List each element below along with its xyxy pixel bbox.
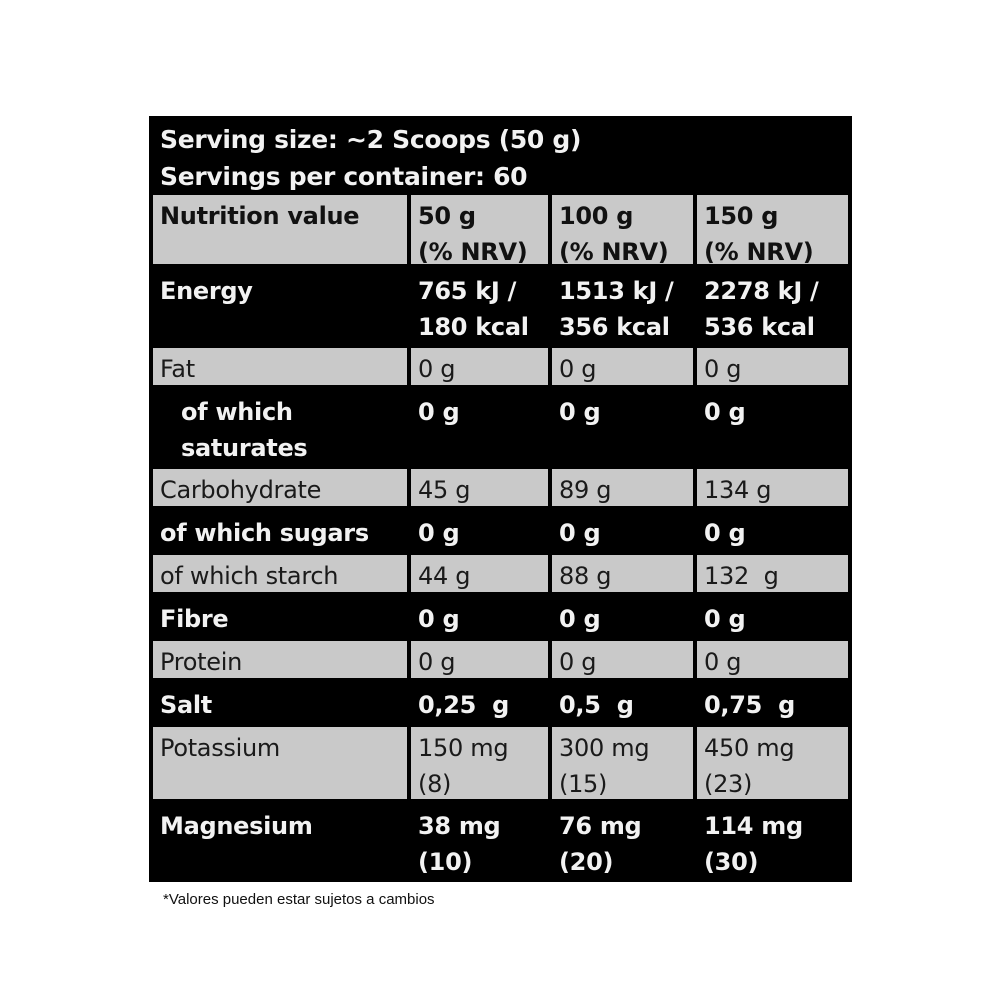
value-100g: 89 g [552, 469, 693, 506]
value-50g: 765 kJ / 180 kcal [411, 270, 548, 342]
value-150g: 0 g [697, 391, 848, 463]
value-100g: 0 g [552, 391, 693, 463]
value-50g: 150 mg (8) [411, 727, 548, 799]
row-label: of which starch [153, 555, 407, 592]
row-label: Fat [153, 348, 407, 385]
row-label: Magnesium [153, 805, 407, 877]
value-50g: 0 g [411, 598, 548, 635]
value-100g: 0,5 g [552, 684, 693, 721]
value-50g: 0 g [411, 391, 548, 463]
nutrition-facts-panel [149, 116, 852, 882]
table-row-protein [149, 638, 852, 681]
row-label: Salt [153, 684, 407, 721]
value-100g: 0 g [552, 512, 693, 549]
value-100g: 0 g [552, 348, 693, 385]
value-100g: 1513 kJ / 356 kcal [552, 270, 693, 342]
value-100g: 0 g [552, 641, 693, 678]
value-50g: 44 g [411, 555, 548, 592]
value-150g: 450 mg (23) [697, 727, 848, 799]
value-150g: 0 g [697, 598, 848, 635]
table-row-salt [149, 681, 852, 724]
table-row-starch [149, 552, 852, 595]
footnote: *Valores pueden estar sujetos a cambios [163, 891, 435, 908]
value-150g: 114 mg (30) [697, 805, 848, 877]
value-150g: 2278 kJ / 536 kcal [697, 270, 848, 342]
table-row-potassium [149, 724, 852, 802]
table-row-magnesium [149, 802, 852, 880]
value-50g: 45 g [411, 469, 548, 506]
value-150g: 0 g [697, 641, 848, 678]
value-150g: 134 g [697, 469, 848, 506]
row-label: Carbohydrate [153, 469, 407, 506]
servings-per-container: Servings per container: 60 [160, 162, 528, 191]
serving-size: Serving size: ~2 Scoops (50 g) [160, 125, 582, 154]
value-100g: 300 mg (15) [552, 727, 693, 799]
header-100g: 100 g (% NRV) [552, 195, 693, 264]
value-150g: 0 g [697, 512, 848, 549]
table-header-row [149, 192, 852, 267]
row-label: Protein [153, 641, 407, 678]
value-50g: 38 mg (10) [411, 805, 548, 877]
value-50g: 0 g [411, 348, 548, 385]
row-label: of which sugars [153, 512, 407, 549]
header-nutrition-value: Nutrition value [153, 195, 407, 264]
table-row-saturates [149, 388, 852, 466]
table-row-sugars [149, 509, 852, 552]
value-50g: 0,25 g [411, 684, 548, 721]
value-100g: 88 g [552, 555, 693, 592]
row-label: Fibre [153, 598, 407, 635]
table-row-carbohydrate [149, 466, 852, 509]
nutrition-table [149, 192, 852, 880]
value-50g: 0 g [411, 512, 548, 549]
table-row-fibre [149, 595, 852, 638]
header-50g: 50 g (% NRV) [411, 195, 548, 264]
value-150g: 0,75 g [697, 684, 848, 721]
row-label: Potassium [153, 727, 407, 799]
table-row-fat [149, 345, 852, 388]
value-150g: 132 g [697, 555, 848, 592]
row-label: Energy [153, 270, 407, 342]
value-100g: 76 mg (20) [552, 805, 693, 877]
value-150g: 0 g [697, 348, 848, 385]
row-label: of which saturates [153, 391, 407, 463]
header-150g: 150 g (% NRV) [697, 195, 848, 264]
table-row-energy [149, 267, 852, 345]
value-50g: 0 g [411, 641, 548, 678]
value-100g: 0 g [552, 598, 693, 635]
